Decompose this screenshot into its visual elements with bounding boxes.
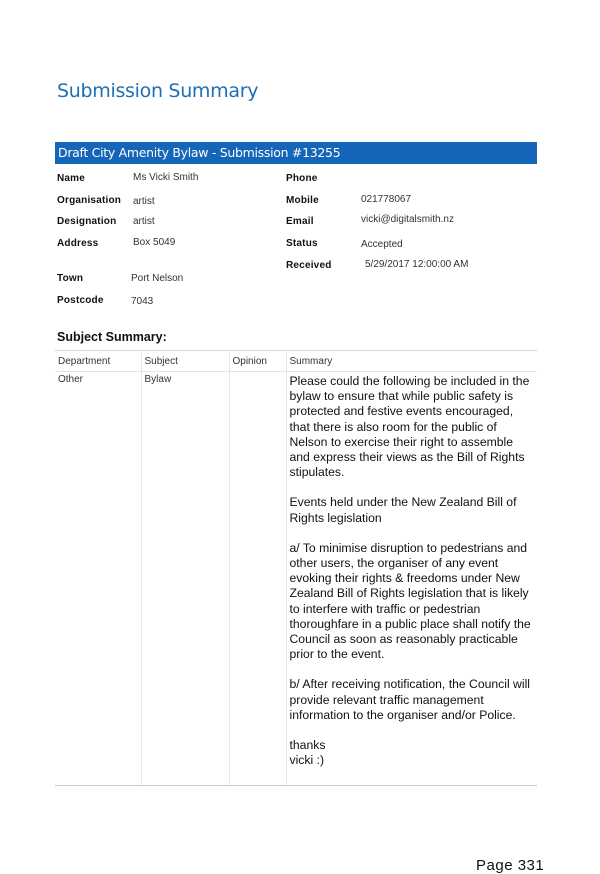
page-title: Submission Summary (57, 80, 259, 102)
summary-paragraph: Events held under the New Zealand Bill of Rights legislation (289, 495, 517, 525)
town-label: Town (57, 273, 84, 284)
page-number: Page 331 (476, 857, 545, 874)
column-header-subject: Subject (141, 351, 229, 372)
submission-banner: Draft City Amenity Bylaw - Submission #13255 (55, 142, 537, 164)
subject-summary-heading: Subject Summary: (57, 330, 167, 344)
name-value: Ms Vicki Smith (133, 172, 199, 183)
mobile-label: Mobile (286, 195, 319, 206)
summary-cell (286, 372, 537, 786)
summary-paragraph: a/ To minimise disruption to pedestrians and other users, the organiser of any event evoking their rights & freedoms under New Zealand Bill of Rights legislation that is likely to interfere with traffic or pedestrian thoroughfare in a public place shall notify the Council as soon as reasonably practicable prior to the event. (289, 540, 531, 662)
mobile-value: 021778067 (361, 194, 412, 205)
received-value: 5/29/2017 12:00:00 AM (365, 259, 469, 270)
email-value: vicki@digitalsmith.nz (361, 214, 454, 225)
summary-paragraph: b/ After receiving notification, the Council will provide relevant traffic management information to the organiser and/or Police. (289, 677, 530, 722)
column-header-department: Department (55, 351, 141, 372)
received-label: Received (286, 260, 332, 271)
subject-summary-table (55, 350, 537, 786)
designation-label: Designation (57, 216, 117, 227)
address-value: Box 5049 (133, 237, 176, 248)
address-label: Address (57, 238, 99, 249)
organisation-value: artist (133, 196, 155, 207)
organisation-label: Organisation (57, 195, 122, 206)
opinion-cell (229, 372, 286, 786)
status-value: Accepted (361, 239, 403, 250)
subject-cell: Bylaw (141, 372, 229, 786)
designation-value: artist (133, 216, 155, 227)
column-header-opinion: Opinion (229, 351, 286, 372)
name-label: Name (57, 173, 86, 184)
summary-paragraph: thanks vicki :) (289, 738, 326, 768)
postcode-value: 7043 (131, 296, 154, 307)
department-cell: Other (55, 372, 141, 786)
email-label: Email (286, 216, 314, 227)
status-label: Status (286, 238, 318, 249)
table-header-row (55, 351, 537, 372)
summary-paragraph: Please could the following be included in the bylaw to ensure that while public safety is protected and festive events encouraged, that there is also room for the public of Nelson to exercise their right to assemble and express their views as the Bill of Rights stipulates. (289, 374, 530, 480)
phone-label: Phone (286, 173, 318, 184)
column-header-summary: Summary (286, 351, 537, 372)
postcode-label: Postcode (57, 295, 104, 306)
table-row (55, 372, 537, 786)
town-value: Port Nelson (131, 273, 184, 284)
